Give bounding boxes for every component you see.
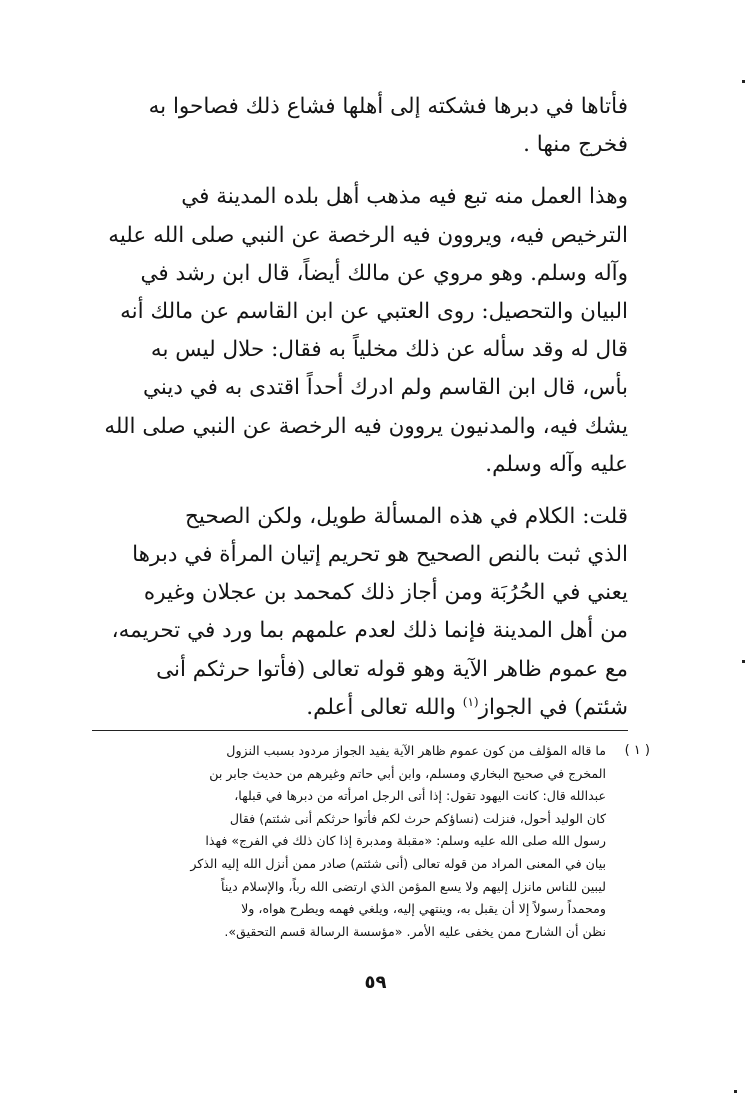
main-text-line: الترخيص فيه، ويروون فيه الرخصة عن النبي صلى الله عليه bbox=[108, 222, 628, 248]
footnote-line: المخرج في صحيح البخاري ومسلم، وابن أبي حاتم وغيرهم من حديث جابر بن bbox=[209, 765, 606, 781]
scan-edge-mark bbox=[742, 660, 745, 663]
footnote-line: رسول الله صلى الله عليه وسلم: «مقبلة ومدبرة إذا كان ذلك في الفرج» فهذا bbox=[205, 833, 606, 849]
footnote-line: ومحمداً رسولاً إلا أن يقبل به، وينتهي إليه، ويلغي فهمه ويطرح هواه، ولا bbox=[241, 901, 606, 917]
main-text-line: يشك فيه، والمدنيون يروون فيه الرخصة عن النبي صلى الله bbox=[104, 413, 628, 439]
main-text-line: وهذا العمل منه تبع فيه مذهب أهل بلده المدينة في bbox=[181, 184, 628, 210]
main-text-line-part: والله تعالى أعلم. bbox=[306, 694, 456, 720]
main-text-line: فخرج منها . bbox=[523, 132, 628, 158]
footnote-marker: ( ١ ) bbox=[624, 743, 650, 758]
main-text-line: يعني في الحُرُبَة ومن أجاز ذلك كمحمد بن عجلان وغيره bbox=[143, 580, 628, 606]
main-text-line: البيان والتحصيل: روى العتبي عن ابن القاسم عن مالك أنه bbox=[120, 298, 628, 324]
footnote-line: عبدالله قال: كانت اليهود تقول: إذا أتى الرجل امرأته من دبرها في قبلها، bbox=[234, 788, 606, 804]
main-text-line: الذي ثبت بالنص الصحيح هو تحريم إتيان المرأة في دبرها bbox=[132, 542, 628, 568]
main-text-line: من أهل المدينة فإنما ذلك لعدم علمهم بما ورد في تحريمه، bbox=[111, 618, 628, 644]
main-text-last-line bbox=[92, 689, 628, 727]
main-text-body bbox=[92, 88, 628, 727]
main-text-line: فأتاها في دبرها فشكته إلى أهلها فشاع ذلك فصاحوا به bbox=[148, 94, 628, 119]
main-text-line: قلت: الكلام في هذه المسألة طويل، ولكن الصحيح bbox=[185, 503, 628, 529]
footnote-line: كان الوليد أحول، فنزلت (نساؤكم حرث لكم فأتوا حرثكم أنى شئتم) فقال bbox=[229, 810, 606, 826]
footnote-line: نظن أن الشارح ممن يخفى عليه الأمر. «مؤسسة الرسالة قسم التحقيق». bbox=[224, 923, 606, 939]
scan-edge-mark bbox=[742, 80, 745, 83]
paragraph-gap bbox=[92, 164, 628, 178]
footnote-line: ليبين للناس مانزل إليهم ولا يسع المؤمن الذي ارتضى الله رباً، والإسلام ديناً bbox=[221, 878, 606, 894]
scan-edge-mark bbox=[734, 1090, 737, 1093]
main-text-line: قال له وقد سأله عن ذلك مخلياً به فقال: حلال ليس به bbox=[150, 337, 628, 363]
footnote-body bbox=[92, 740, 606, 943]
footnote-reference: (١) bbox=[462, 694, 479, 709]
footnote-line: بيان في المعنى المراد من قوله تعالى (أنى شئتم) صادر ممن أنزل الله إليه الذكر bbox=[190, 855, 606, 871]
main-text-line-part: شئتم) في الجواز bbox=[478, 694, 628, 720]
footnote-line: ما قاله المؤلف من كون عموم ظاهر الآية يفيد الجواز مردود بسبب النزول bbox=[226, 743, 606, 758]
paragraph-gap bbox=[92, 484, 628, 498]
main-text-line: عليه وآله وسلم. bbox=[485, 451, 628, 477]
main-text-line: وآله وسلم. وهو مروي عن مالك أيضاً، قال ابن رشد في bbox=[140, 260, 628, 286]
footnote-block bbox=[92, 740, 648, 943]
page-number: ٥٩ bbox=[364, 972, 387, 993]
main-text-line: بأس، قال ابن القاسم ولم ادرك أحداً اقتدى به في ديني bbox=[142, 375, 628, 401]
main-text-line: مع عموم ظاهر الآية وهو قوله تعالى (فأتوا حرثكم أنى bbox=[156, 656, 628, 682]
footnote-separator-rule bbox=[92, 730, 628, 731]
